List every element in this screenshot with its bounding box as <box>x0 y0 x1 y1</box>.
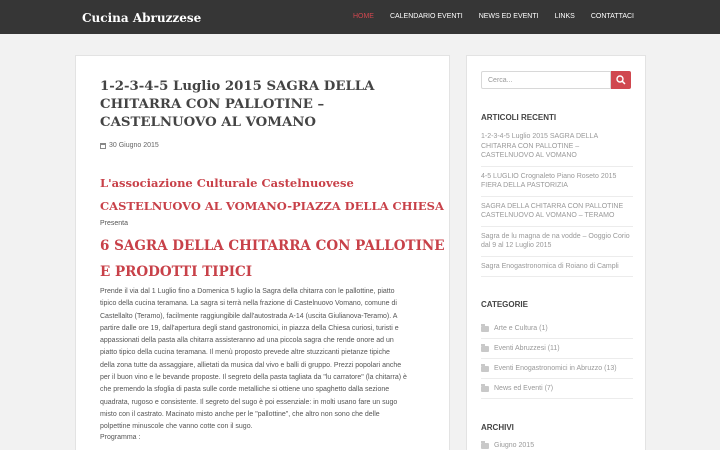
body-line: quadrata, rugoso e consistente. Il segreto del sugo è poi essenziale: in molti usano fare un sugo <box>100 398 398 406</box>
category-item[interactable] <box>481 319 633 339</box>
body-line: Castellalto (Teramo), facilmente raggiungibile dall'autostrada A-14 (uscita Giulianova-Teramo). A <box>100 312 398 320</box>
recent-post-link[interactable]: 4-5 LUGLIO Crognaleto Piano Roseto 2015 FIERA DELLA PASTORIZIA <box>481 172 633 197</box>
post-date[interactable]: 30 Giugno 2015 <box>109 142 159 149</box>
post-meta <box>100 142 159 149</box>
archive-label: Giugno 2015 <box>494 442 535 449</box>
nav-item-news-ed-eventi[interactable]: NEWS ED EVENTI <box>478 13 539 20</box>
nav-item-calendario-eventi[interactable]: CALENDARIO EVENTI <box>389 13 463 20</box>
post-title[interactable]: 1-2-3-4-5 Luglio 2015 SAGRA DELLA CHITARRA CON PALLOTINE – CASTELNUOVO AL VOMANO <box>100 79 375 130</box>
recent-post-link[interactable]: Sagra de lu magna de na vodde – Ooggio Corio dal 9 al 12 Luglio 2015 <box>481 232 633 257</box>
archive-item[interactable] <box>481 442 633 449</box>
categories-list <box>481 319 633 399</box>
nav-item-home[interactable]: HOME <box>352 13 374 20</box>
nav-item-links[interactable]: LINKS <box>554 13 575 20</box>
top-navbar <box>0 0 720 34</box>
body-line: piatto tipico della cucina teramana. Il menù proposto prevede altre stuzzicanti pietanze tipiche <box>100 349 390 357</box>
folder-icon <box>481 346 489 352</box>
category-label: Eventi Enogastronomici in Abruzzo (13) <box>494 365 617 372</box>
archives-list <box>481 442 633 449</box>
body-line: tipico della cucina teramana. La sagra si terrà nella frazione di Castelnuovo Vomano, comune di <box>100 300 397 308</box>
category-label: News ed Eventi (7) <box>494 385 554 392</box>
recent-post-link[interactable]: SAGRA DELLA CHITARRA CON PALLOTINE CASTELNUOVO AL VOMANO – TERAMO <box>481 202 633 227</box>
body-line: Prende il via dal 1 Luglio fino a Domenica 5 luglio la Sagra della chitarra con le pallottine, piatto <box>100 288 395 295</box>
category-item[interactable] <box>481 359 633 379</box>
folder-icon <box>481 443 489 449</box>
heading-association: L'associazione Culturale Castelnuovese <box>100 176 354 190</box>
body-line: polpettine minuscole che vanno cotte con il sugo. <box>100 423 253 431</box>
body-line: partire dalle ore 19, dall'apertura degli stand gastronomici, in piazza della Chiesa curiosi, turisti e <box>100 324 399 332</box>
calendar-icon <box>100 143 106 149</box>
category-item[interactable] <box>481 379 633 399</box>
search-input[interactable] <box>481 71 611 89</box>
category-item[interactable] <box>481 339 633 359</box>
body-line: appassionati della pasta alla chitarra assisteranno ad una piccola sagra che rende onore ad un <box>100 337 394 345</box>
category-label: Arte e Cultura (1) <box>494 325 548 332</box>
programma-label: Programma : <box>100 434 141 441</box>
search-button[interactable] <box>611 71 631 89</box>
site-brand[interactable]: Cucina Abruzzese <box>82 11 202 25</box>
folder-icon <box>481 386 489 392</box>
nav-item-contattaci[interactable]: CONTATTACI <box>590 13 634 20</box>
category-label: Eventi Abruzzesi (11) <box>494 345 560 352</box>
folder-icon <box>481 366 489 372</box>
body-line: che premendo la sfoglia di pasta sulle corde metalliche si ottiene uno spaghetto dalla sezione <box>100 386 390 394</box>
sidebar <box>466 55 646 450</box>
recent-posts-list <box>481 132 633 282</box>
archives-title: ARCHIVI <box>481 423 514 432</box>
heading-sagra: 6 SAGRA DELLA CHITARRA CON PALLOTINE <box>100 238 445 254</box>
search-icon <box>616 75 626 85</box>
recent-post-link[interactable]: 1-2-3-4-5 Luglio 2015 SAGRA DELLA CHITARRA CON PALLOTINE – CASTELNUOVO AL VOMANO <box>481 132 633 167</box>
folder-icon <box>481 326 489 332</box>
main-nav <box>345 13 642 20</box>
heading-location: CASTELNUOVO AL VOMANO-PIAZZA DELLA CHIESA <box>100 199 444 213</box>
recent-post-link[interactable]: Sagra Enogastronomica di Roiano di Campli <box>481 262 633 278</box>
search-form <box>481 71 631 89</box>
post-card <box>75 55 450 450</box>
recent-posts-title: ARTICOLI RECENTI <box>481 113 557 122</box>
body-line: misto con il castrato. Macinato misto anche per le "pallottine", che altro non sono che delle <box>100 410 380 418</box>
post-body <box>100 286 430 434</box>
body-line: della zona tutte da assaggiare, allietati da musica dal vivo e balli di gruppo. Prezzi popolari anche <box>100 361 402 369</box>
presenta-text: Presenta <box>100 220 129 227</box>
heading-prodotti: E PRODOTTI TIPICI <box>100 264 253 280</box>
body-line: per il buon vino e le bevande proposte. Il segreto della pasta tagliata da "lu carratore" (la chitarra) è <box>100 374 407 382</box>
categories-title: CATEGORIE <box>481 300 528 309</box>
